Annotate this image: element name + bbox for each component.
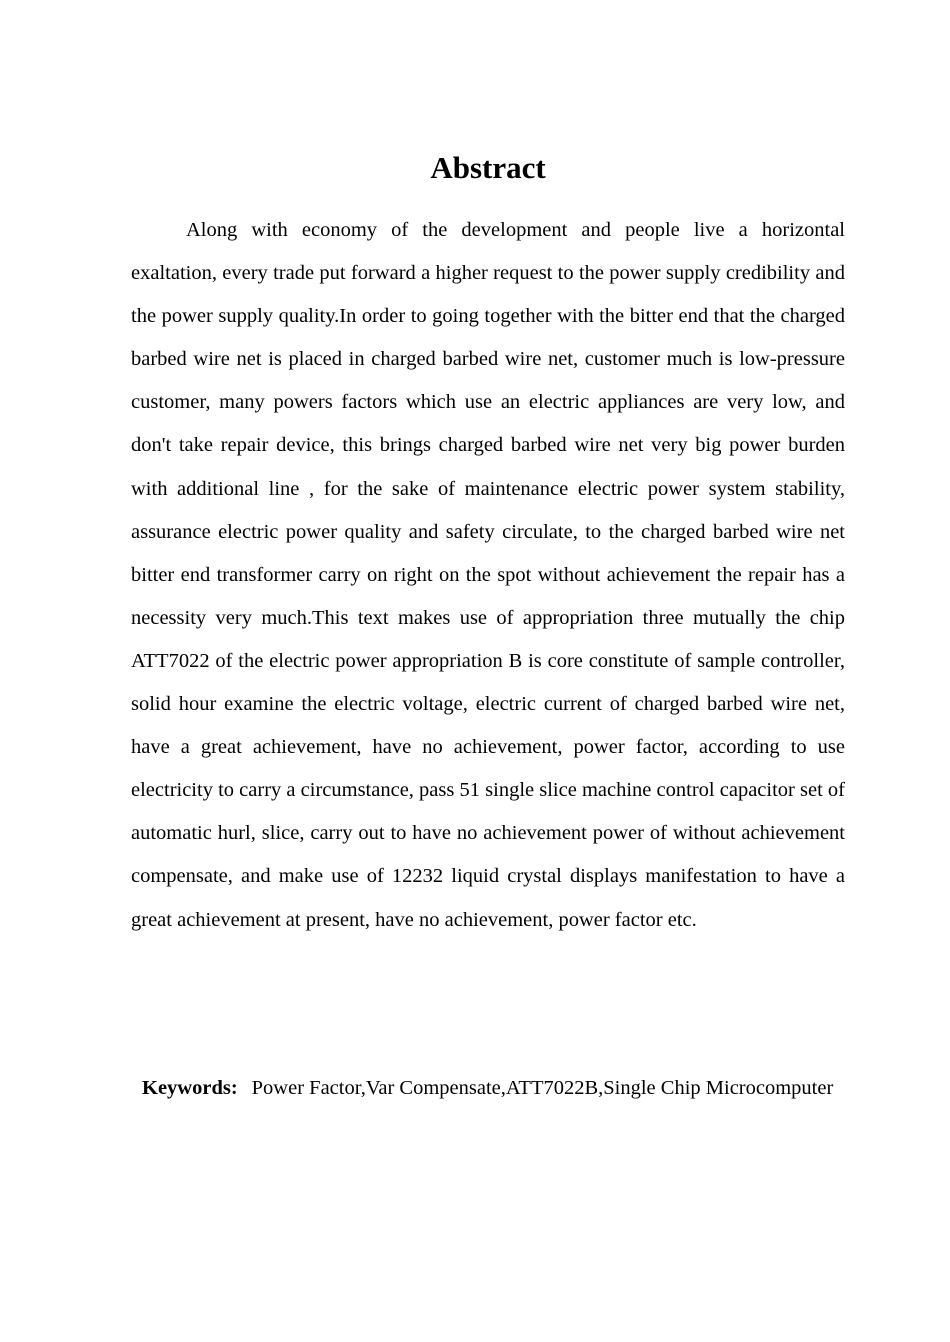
keywords-label: Keywords: bbox=[142, 1077, 238, 1099]
abstract-title: Abstract bbox=[430, 150, 546, 185]
keywords-value: Power Factor,Var Compensate,ATT7022B,Single Chip Microcomputer bbox=[251, 1077, 834, 1099]
keywords-line bbox=[131, 1067, 845, 1110]
abstract-paragraph: Along with economy of the development and people live a horizontal exaltation, every trade put forward a higher request to the power supply credibility and the power supply quality.In order to going together with the bitter end that the charged barbed wire net is placed in charged barbed wire net, customer much is low-pressure customer, many powers factors which use an electric appliances are very low, and don't take repair device, this brings charged barbed wire net very big power burden with additional line , for the sake of maintenance electric power system stability, assurance electric power quality and safety circulate, to the charged barbed wire net bitter end transformer carry on right on the spot without achievement the repair has a necessity very much.This text makes use of appropriation three mutually the chip ATT7022 of the electric power appropriation B is core constitute of sample controller, solid hour examine the electric voltage, electric current of charged barbed wire net, have a great achievement, have no achievement, power factor, according to use electricity to carry a circumstance, pass 51 single slice machine control capacitor set of automatic hurl, slice, carry out to have no achievement power of without achievement compensate, and make use of 12232 liquid crystal displays manifestation to have a great achievement at present, have no achievement, power factor etc. bbox=[131, 219, 845, 931]
